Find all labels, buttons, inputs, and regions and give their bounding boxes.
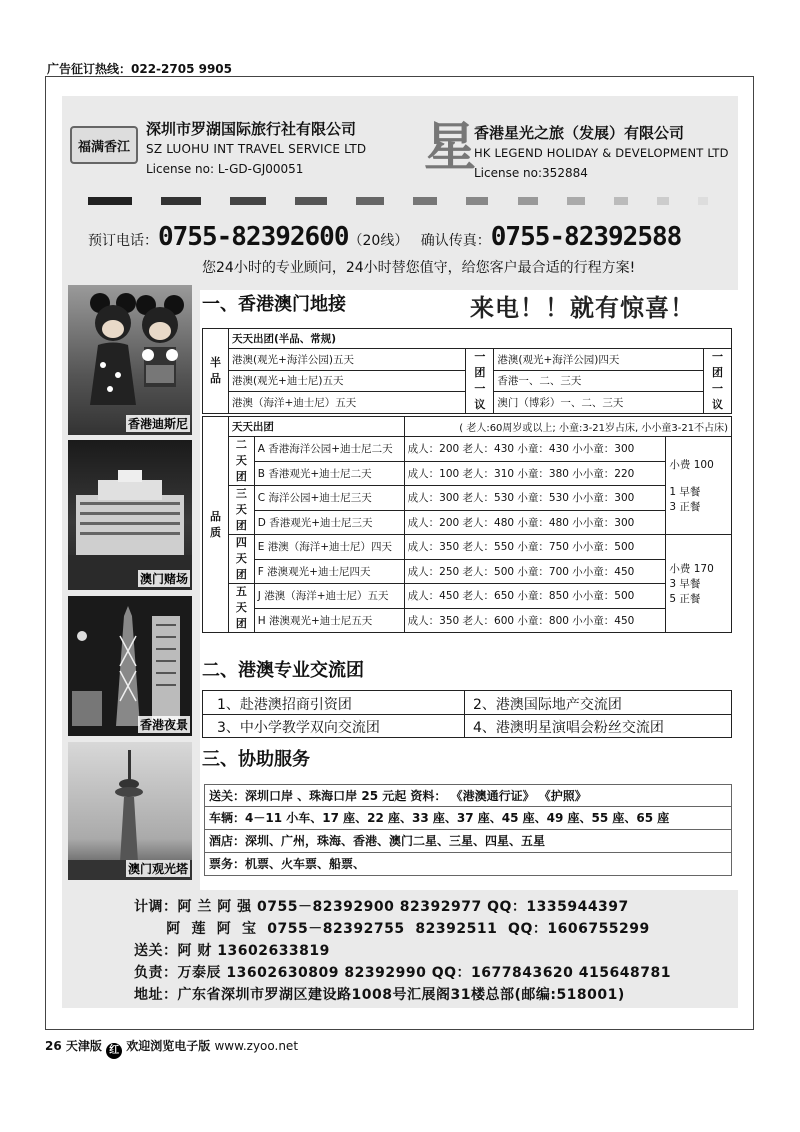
tour-price: 成人：350 老人：550 小童：750 小小童：500 xyxy=(404,535,666,560)
tips-meals-notes xyxy=(666,437,732,535)
tour-name: J 港澳（海洋+迪士尼）五天 xyxy=(254,584,404,609)
service-row: 票务：机票、火车票、船票、 xyxy=(204,853,732,876)
page-footer xyxy=(45,1037,298,1059)
contact-line: 计调：阿 兰 阿 强 0755－82392900 82392977 QQ：1335944397 xyxy=(134,899,629,915)
group-label: 四天团 xyxy=(228,535,254,584)
contact-line: 阿 莲 阿 宝 0755－82392755 82392511 QQ：1606755299 xyxy=(134,921,650,937)
contact-line: 送关：阿 财 13602633819 xyxy=(134,943,330,959)
service-row: 车辆：4－11 小车、17 座、22 座、33 座、37 座、45 座、49 座、55 座、65 座 xyxy=(204,807,732,830)
tour-name: A 香港海洋公园+迪士尼二天 xyxy=(254,437,404,462)
exchange-item: 3、中小学教学双向交流团 xyxy=(217,720,380,736)
luohu-logo: 福满香江 xyxy=(70,126,138,164)
tour-price: 成人：300 老人：530 小童：530 小小童：300 xyxy=(404,486,666,511)
website-link[interactable]: www.zyoo.net xyxy=(214,1039,299,1053)
booking-phone[interactable]: 0755-82392600 xyxy=(158,222,349,252)
table-row: 港澳(观光+海洋公园)五天 xyxy=(228,349,465,371)
section3-title: 三、协助服务 xyxy=(202,749,310,770)
tour-price: 成人：350 老人：600 小童：800 小小童：450 xyxy=(404,608,666,633)
section1-title: 一、香港澳门地接 xyxy=(202,294,346,315)
quality-note: ( 老人:60周岁或以上; 小童:3-21岁占床, 小小童3-21不占床) xyxy=(404,417,731,437)
legend-star-logo: 星 xyxy=(424,117,477,178)
tour-name: F 港澳观光+迪士尼四天 xyxy=(254,559,404,584)
tour-price: 成人：200 老人：480 小童：480 小小童：300 xyxy=(404,510,666,535)
quality-header: 天天出团 xyxy=(228,417,404,437)
phone-note: （20线） xyxy=(348,233,409,249)
ad-hotline: 广告征订热线：022-2705 9905 xyxy=(47,62,233,76)
photo-caption: 香港迪斯尼 xyxy=(127,417,188,431)
photo-macau-tower xyxy=(68,742,192,880)
photo-hk-night xyxy=(68,596,192,736)
company2-license: License no:352884 xyxy=(474,166,588,180)
company2-english: HK LEGEND HOLIDAY & DEVELOPMENT LTD xyxy=(474,146,729,160)
booking-fax: 0755-82392588 xyxy=(490,222,682,252)
exchange-item: 2、港澳国际地产交流团 xyxy=(473,697,622,713)
company1-name: 深圳市罗湖国际旅行社有限公司 xyxy=(146,120,357,138)
divider xyxy=(464,691,465,737)
decorative-dashes xyxy=(88,197,708,205)
tour-price: 成人：200 老人：430 小童：430 小小童：300 xyxy=(404,437,666,462)
tour-name: H 港澳观光+迪士尼五天 xyxy=(254,608,404,633)
tour-name: D 香港观光+迪士尼三天 xyxy=(254,510,404,535)
tour-price: 成人：450 老人：650 小童：850 小小童：500 xyxy=(404,584,666,609)
photo-disney xyxy=(68,285,192,435)
hk-skyline-illustration xyxy=(68,596,192,736)
table-row: 澳门（博彩）一、二、三天 xyxy=(494,392,704,414)
contact-line: 地址：广东省深圳市罗湖区建设路1008号汇展阁31楼总部(邮编:518001) xyxy=(134,987,625,1003)
group-label: 五天团 xyxy=(228,584,254,633)
table-row: 港澳（海洋+迪士尼）五天 xyxy=(228,392,465,414)
fax-label: 确认传真： xyxy=(420,233,491,249)
booking-row xyxy=(88,222,681,252)
edition-label: 天津版 xyxy=(65,1039,102,1053)
negotiable-label: 一团一议 xyxy=(466,349,494,414)
exchange-item: 4、港澳明星演唱会粉丝交流团 xyxy=(473,720,664,736)
slogan: 您24小时的专业顾问，24小时替您值守，给您客户最合适的行程方案! xyxy=(202,260,636,276)
exchange-item: 1、赴港澳招商引资团 xyxy=(217,697,352,713)
tour-price: 成人：250 老人：500 小童：700 小小童：450 xyxy=(404,559,666,584)
note-line: 3 早餐 xyxy=(669,578,701,590)
note-line: 小费 100 xyxy=(669,459,714,471)
tour-name: B 香港观光+迪士尼二天 xyxy=(254,461,404,486)
photo-macau-casino xyxy=(68,440,192,590)
note-line: 1 早餐 xyxy=(669,486,701,498)
table-row: 香港一、二、三天 xyxy=(494,370,704,392)
tips-meals-notes xyxy=(666,535,732,633)
page-number: 26 xyxy=(45,1039,62,1053)
contact-line: 负责：万泰辰 13602630809 82392990 QQ：1677843620 415648781 xyxy=(134,965,671,981)
half-product-header: 天天出团(半品、常规) xyxy=(228,329,731,349)
tour-name: E 港澳（海洋+迪士尼）四天 xyxy=(254,535,404,560)
welcome-text: 欢迎浏览电子版 xyxy=(126,1039,211,1053)
note-line: 3 正餐 xyxy=(669,501,701,513)
service-row: 酒店：深圳、广州，珠海、香港、澳门二星、三星、四星、五星 xyxy=(204,830,732,853)
photo-caption: 澳门观光塔 xyxy=(127,862,188,876)
mickey-minnie-illustration xyxy=(68,285,192,435)
quality-table xyxy=(202,416,732,633)
group-label: 三天团 xyxy=(228,486,254,535)
photo-caption: 香港夜景 xyxy=(139,718,188,732)
company2-name: 香港星光之旅（发展）有限公司 xyxy=(474,124,685,142)
table-row: 港澳(观光+海洋公园)四天 xyxy=(494,349,704,371)
divider xyxy=(203,714,731,715)
half-product-table xyxy=(202,328,732,414)
casino-building-illustration xyxy=(68,440,192,590)
group-label: 二天团 xyxy=(228,437,254,486)
company1-license: License no: L-GD-GJ00051 xyxy=(146,162,304,176)
company1-english: SZ LUOHU INT TRAVEL SERVICE LTD xyxy=(146,142,367,156)
negotiable-label: 一团一议 xyxy=(704,349,732,414)
table-row: 港澳(观光+迪士尼)五天 xyxy=(228,370,465,392)
promo-slogan: 来电！！就有惊喜！ xyxy=(470,294,695,322)
tour-name: C 海洋公园+迪士尼三天 xyxy=(254,486,404,511)
photo-caption: 澳门赌场 xyxy=(139,572,188,586)
note-line: 5 正餐 xyxy=(669,593,701,605)
phone-label: 预订电话： xyxy=(88,233,158,249)
tour-price: 成人：100 老人：310 小童：380 小小童：220 xyxy=(404,461,666,486)
exchange-groups-box xyxy=(202,690,732,738)
note-line: 小费 170 xyxy=(669,563,714,575)
half-product-label: 半品 xyxy=(203,329,229,414)
red-badge-icon: 红 xyxy=(106,1043,122,1059)
quality-label: 品质 xyxy=(203,417,229,633)
section2-title: 二、港澳专业交流团 xyxy=(202,660,364,681)
service-row: 送关：深圳口岸 、珠海口岸 25 元起 资料： 《港澳通行证》 《护照》 xyxy=(204,784,732,807)
